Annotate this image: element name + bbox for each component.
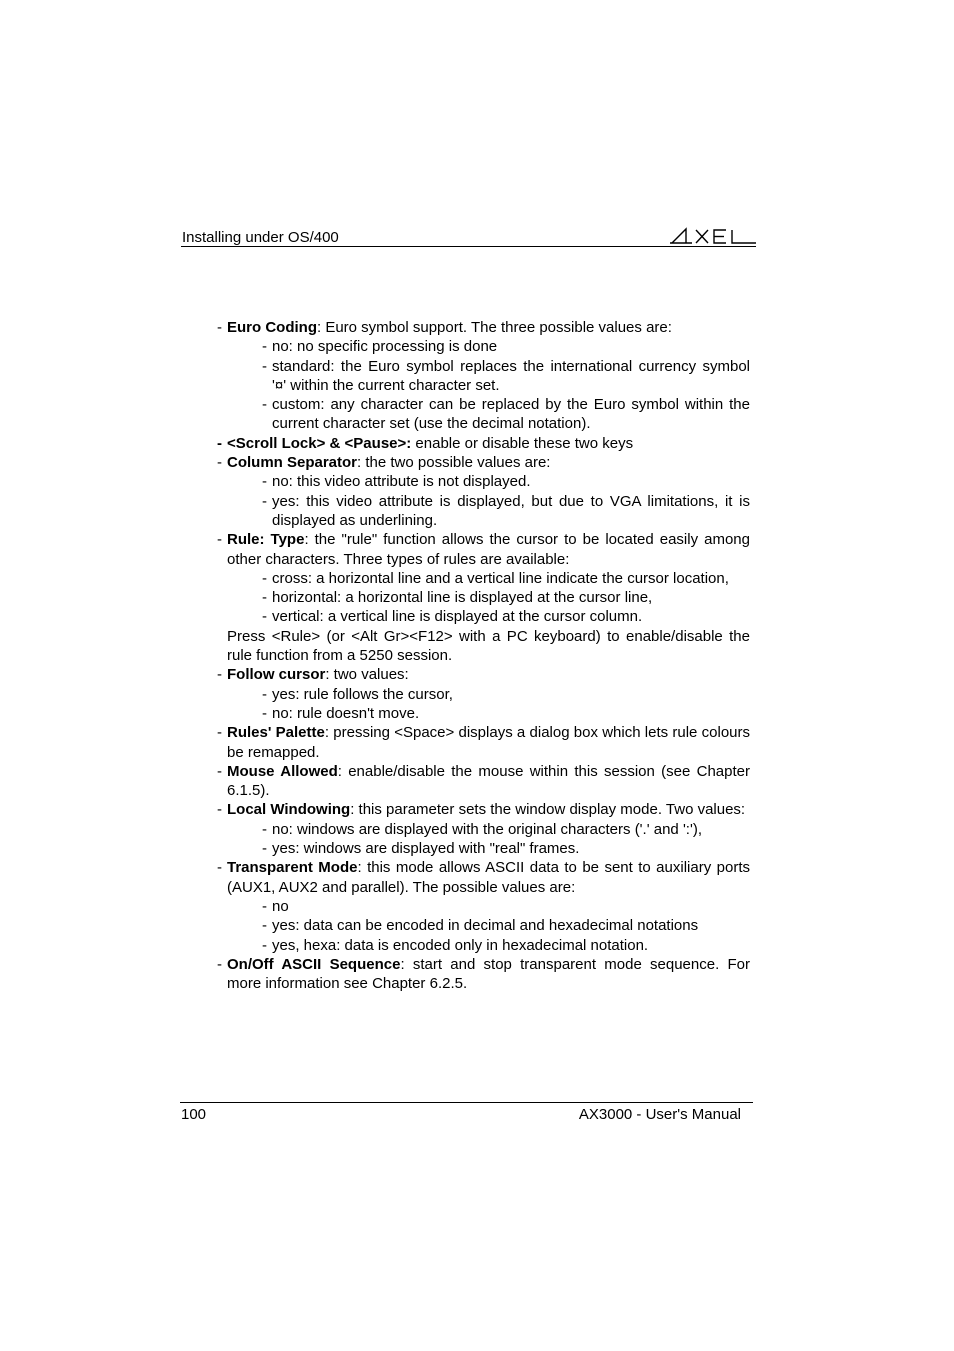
value-option (217, 607, 750, 626)
parameter-description: enable or disable these two keys (411, 434, 634, 452)
parameter-description: : the "rule" function allows the cursor to be located easily among other characters. Three types of rules are available: (227, 531, 750, 568)
parameter-name: On/Off ASCII Sequence (227, 955, 401, 973)
bullet-dash: - (217, 319, 222, 336)
manual-title: AX3000 - User's Manual (578, 1106, 741, 1123)
value-option-text: yes, hexa: data is encoded only in hexadecimal notation. (272, 936, 649, 954)
sub-bullet-dash: - (262, 936, 267, 954)
parameter-name: Local Windowing (227, 801, 351, 819)
value-option (217, 395, 750, 434)
sub-bullet-dash: - (262, 396, 267, 414)
sub-bullet-dash: - (262, 820, 267, 838)
value-option (217, 936, 750, 955)
value-option-text: no: windows are displayed with the original characters ('.' and ':'), (272, 820, 702, 838)
parameter-item (217, 723, 750, 762)
value-option (217, 839, 750, 858)
bullet-dash: - (217, 454, 222, 472)
parameter-description: : the two possible values are: (357, 454, 551, 472)
value-option (217, 337, 750, 356)
value-option-text: yes: windows are displayed with "real" frames. (272, 840, 580, 858)
value-option-text: standard: the Euro symbol replaces the international currency symbol '¤' within the current character set. (272, 357, 750, 394)
parameter-description: : pressing <Space> displays a dialog box which lets rule colours be remapped. (227, 724, 750, 761)
bullet-dash: - (217, 859, 222, 877)
bullet-dash: - (217, 762, 222, 780)
value-option-text: yes: data can be encoded in decimal and hexadecimal notations (272, 917, 699, 935)
value-option (217, 897, 750, 916)
parameter-item (217, 800, 750, 819)
sub-bullet-dash: - (262, 357, 267, 375)
parameter-item (217, 530, 750, 569)
parameter-name: <Scroll Lock> & <Pause>: (227, 434, 412, 452)
parameter-item (217, 762, 750, 801)
parameter-item (217, 665, 750, 684)
value-option-text: yes: this video attribute is displayed, but due to VGA limitations, it is displayed as underlining. (272, 492, 750, 529)
parameter-description: : two values: (325, 666, 409, 684)
parameter-description: : this mode allows ASCII data to be sent to auxiliary ports (AUX1, AUX2 and parallel). The possible values are: (227, 859, 750, 896)
value-option (217, 492, 750, 531)
parameter-item (217, 434, 750, 453)
value-option (217, 820, 750, 839)
value-option-text: cross: a horizontal line and a vertical line indicate the cursor location, (272, 569, 729, 587)
value-option-text: yes: rule follows the cursor, (272, 685, 453, 703)
value-option-text: no: rule doesn't move. (272, 704, 420, 722)
sub-bullet-dash: - (262, 473, 267, 491)
value-option-text: horizontal: a horizontal line is displayed at the cursor line, (272, 589, 653, 607)
parameter-description: : Euro symbol support. The three possible values are: (317, 319, 672, 336)
parameter-item (217, 858, 750, 897)
bullet-dash: - (217, 955, 222, 973)
value-option (217, 472, 750, 491)
value-option (217, 685, 750, 704)
page-number: 100 (181, 1106, 207, 1123)
sub-bullet-dash: - (262, 704, 267, 722)
parameter-name: Column Separator (227, 454, 358, 472)
sub-bullet-dash: - (262, 338, 267, 356)
value-option-text: no (272, 897, 289, 915)
parameter-item (217, 453, 750, 472)
sub-bullet-dash: - (262, 589, 267, 607)
sub-bullet-dash: - (262, 608, 267, 626)
axel-logo (670, 227, 756, 245)
value-option (217, 916, 750, 935)
parameter-name: Mouse Allowed (227, 762, 338, 780)
bullet-dash: - (217, 531, 222, 549)
bullet-dash: - (217, 801, 222, 819)
value-option-text: vertical: a vertical line is displayed at the cursor column. (272, 608, 643, 626)
value-option-text: no: no specific processing is done (272, 338, 498, 356)
sub-bullet-dash: - (262, 685, 267, 703)
value-option-text: no: this video attribute is not displayed. (272, 473, 531, 491)
header-title: Installing under OS/400 (182, 229, 339, 246)
parameter-description: : this parameter sets the window display mode. Two values: (350, 801, 746, 819)
parameter-description: : enable/disable the mouse within this session (see Chapter 6.1.5). (227, 762, 750, 800)
parameter-list (217, 318, 750, 993)
parameter-item (217, 955, 750, 994)
parameter-name: Rules' Palette (227, 724, 325, 742)
sub-bullet-dash: - (262, 840, 267, 858)
value-option (217, 569, 750, 588)
parameter-name: Rule: Type (227, 531, 305, 549)
sub-bullet-dash: - (262, 492, 267, 510)
value-option (217, 704, 750, 723)
parameter-name: Follow cursor (227, 666, 326, 684)
parameter-item (217, 318, 750, 337)
sub-bullet-dash: - (262, 569, 267, 587)
value-option-text: custom: any character can be replaced by the Euro symbol within the current character set (use the decimal notation). (272, 396, 750, 433)
value-option (217, 588, 750, 607)
sub-bullet-dash: - (262, 897, 267, 915)
sub-bullet-dash: - (262, 917, 267, 935)
value-option (217, 357, 750, 396)
parameter-name: Euro Coding (227, 319, 317, 336)
parameter-name: Transparent Mode (227, 859, 358, 877)
bullet-dash: - (217, 724, 222, 742)
parameter-description: : start and stop transparent mode sequence. For more information see Chapter 6.2.5. (227, 955, 750, 993)
bullet-dash: - (217, 434, 222, 452)
page-footer (180, 1102, 753, 1125)
parameter-note: Press <Rule> (or <Alt Gr><F12> with a PC keyboard) to enable/disable the rule function from a 5250 session. (227, 627, 750, 665)
bullet-dash: - (217, 666, 222, 684)
page-header (181, 226, 756, 247)
